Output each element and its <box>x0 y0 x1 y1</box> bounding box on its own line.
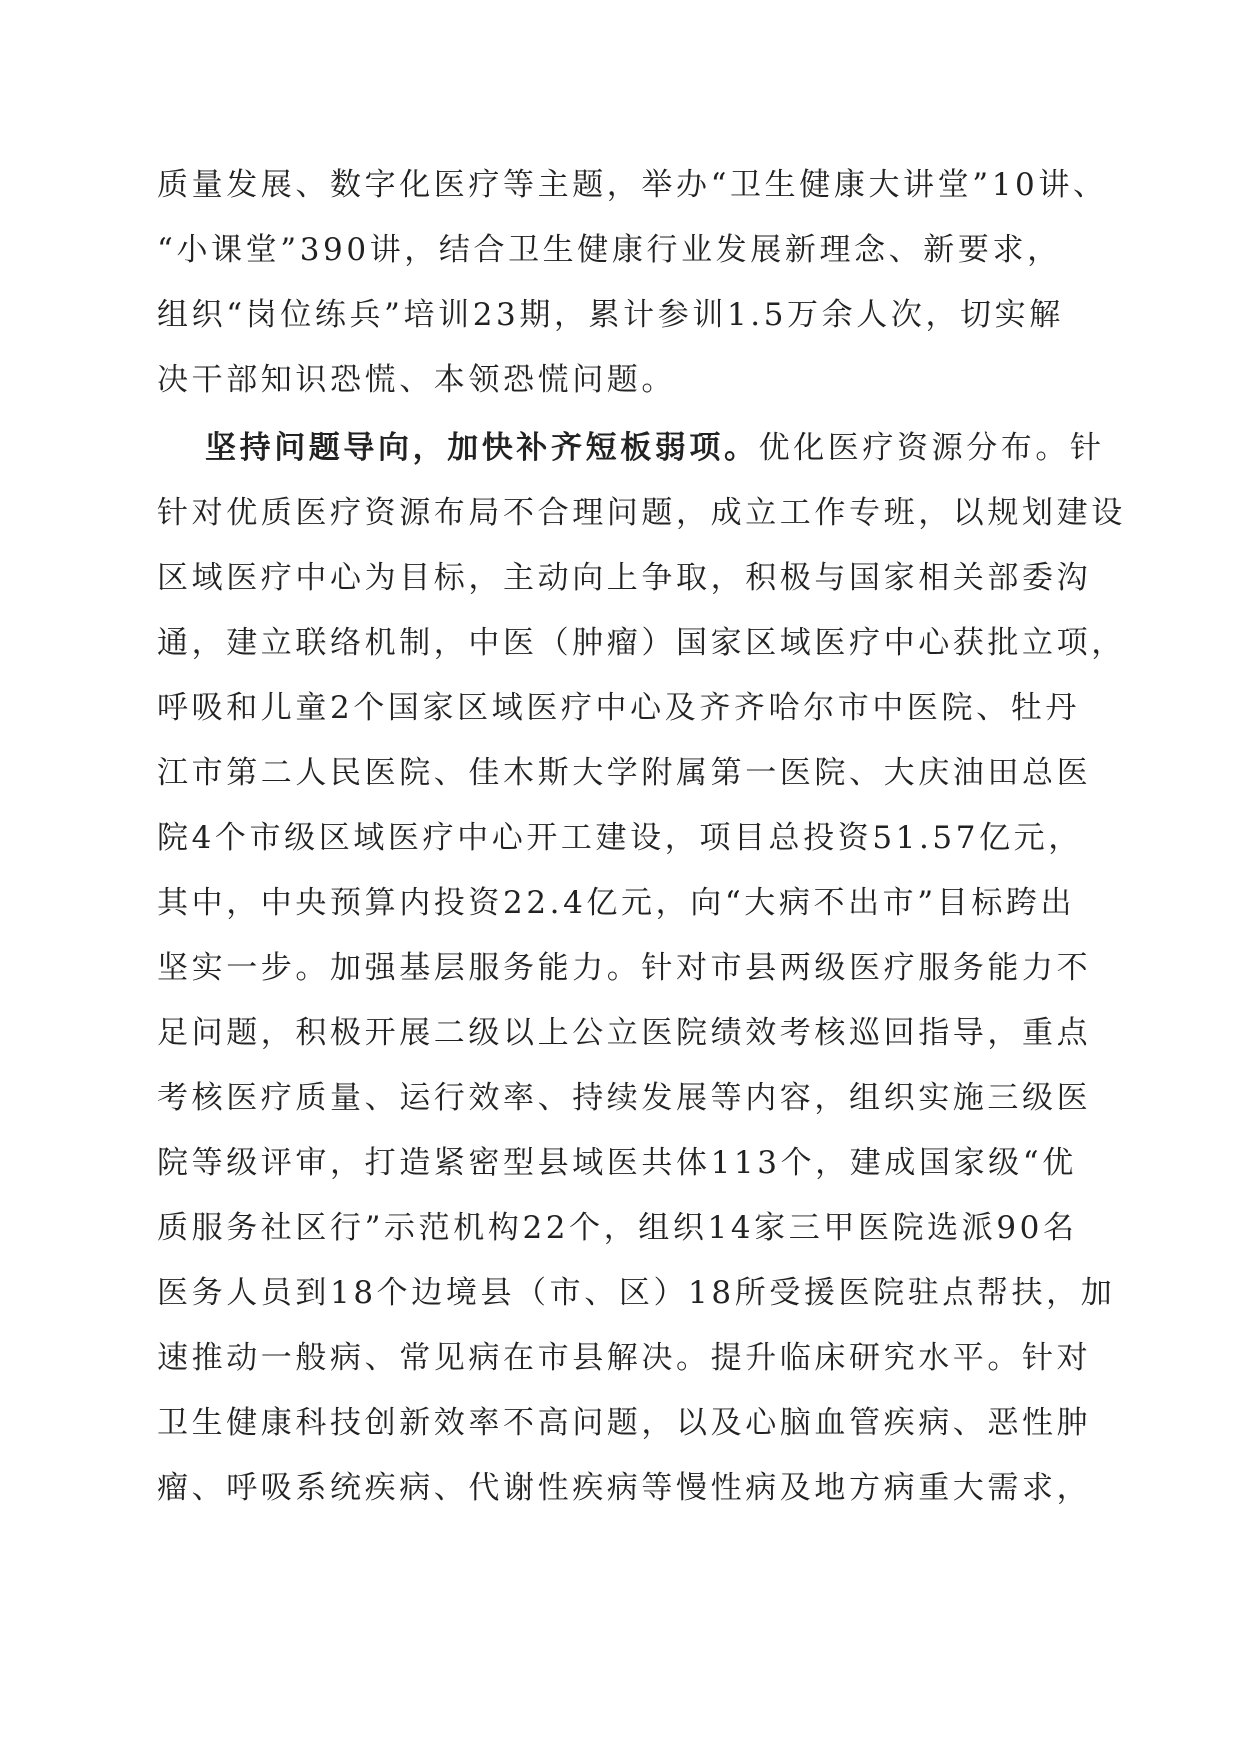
text-line: 呼吸和儿童2个国家区域医疗中心及齐齐哈尔市中医院、牡丹 <box>157 690 1080 726</box>
text-line: 考核医疗质量、运行效率、持续发展等内容，组织实施三级医 <box>157 1080 1092 1116</box>
text-line: 针对优质医疗资源布局不合理问题，成立工作专班，以规划建设 <box>157 495 1126 531</box>
text-line: 质量发展、数字化医疗等主题，举办“卫生健康大讲堂”10讲、 <box>157 167 1108 203</box>
heading-continuation: 优化医疗资源分布。针 <box>758 430 1105 466</box>
section-heading: 坚持问题导向，加快补齐短板弱项。 <box>205 430 759 466</box>
text-line: 速推动一般病、常见病在市县解决。提升临床研究水平。针对 <box>157 1340 1092 1376</box>
text-line: “小课堂”390讲，结合卫生健康行业发展新理念、新要求， <box>157 232 1062 268</box>
text-line: 足问题，积极开展二级以上公立医院绩效考核巡回指导，重点 <box>157 1015 1092 1051</box>
text-line: 坚实一步。加强基层服务能力。针对市县两级医疗服务能力不 <box>157 950 1092 986</box>
text-line: 通，建立联络机制，中医（肿瘤）国家区域医疗中心获批立项， <box>157 625 1126 661</box>
text-line: 院等级评审，打造紧密型县域医共体113个，建成国家级“优 <box>157 1145 1077 1181</box>
text-line: 卫生健康科技创新效率不高问题，以及心脑血管疾病、恶性肿 <box>157 1405 1092 1441</box>
text-line: 质服务社区行”示范机构22个，组织14家三甲医院选派90名 <box>157 1210 1078 1246</box>
text-line: 江市第二人民医院、佳木斯大学附属第一医院、大庆油田总医 <box>157 755 1092 791</box>
text-line: 其中，中央预算内投资22.4亿元，向“大病不出市”目标跨出 <box>157 885 1076 921</box>
text-line: 组织“岗位练兵”培训23期，累计参训1.5万余人次，切实解 <box>157 297 1064 333</box>
text-line: 医务人员到18个边境县（市、区）18所受援医院驻点帮扶，加 <box>157 1275 1116 1311</box>
text-line: 区域医疗中心为目标，主动向上争取，积极与国家相关部委沟 <box>157 560 1092 596</box>
section-heading-line <box>205 428 1105 468</box>
text-line: 决干部知识恐慌、本领恐慌问题。 <box>157 362 676 398</box>
text-line: 院4个市级区域医疗中心开工建设，项目总投资51.57亿元， <box>157 820 1083 856</box>
text-line: 瘤、呼吸系统疾病、代谢性疾病等慢性病及地方病重大需求， <box>157 1470 1092 1506</box>
